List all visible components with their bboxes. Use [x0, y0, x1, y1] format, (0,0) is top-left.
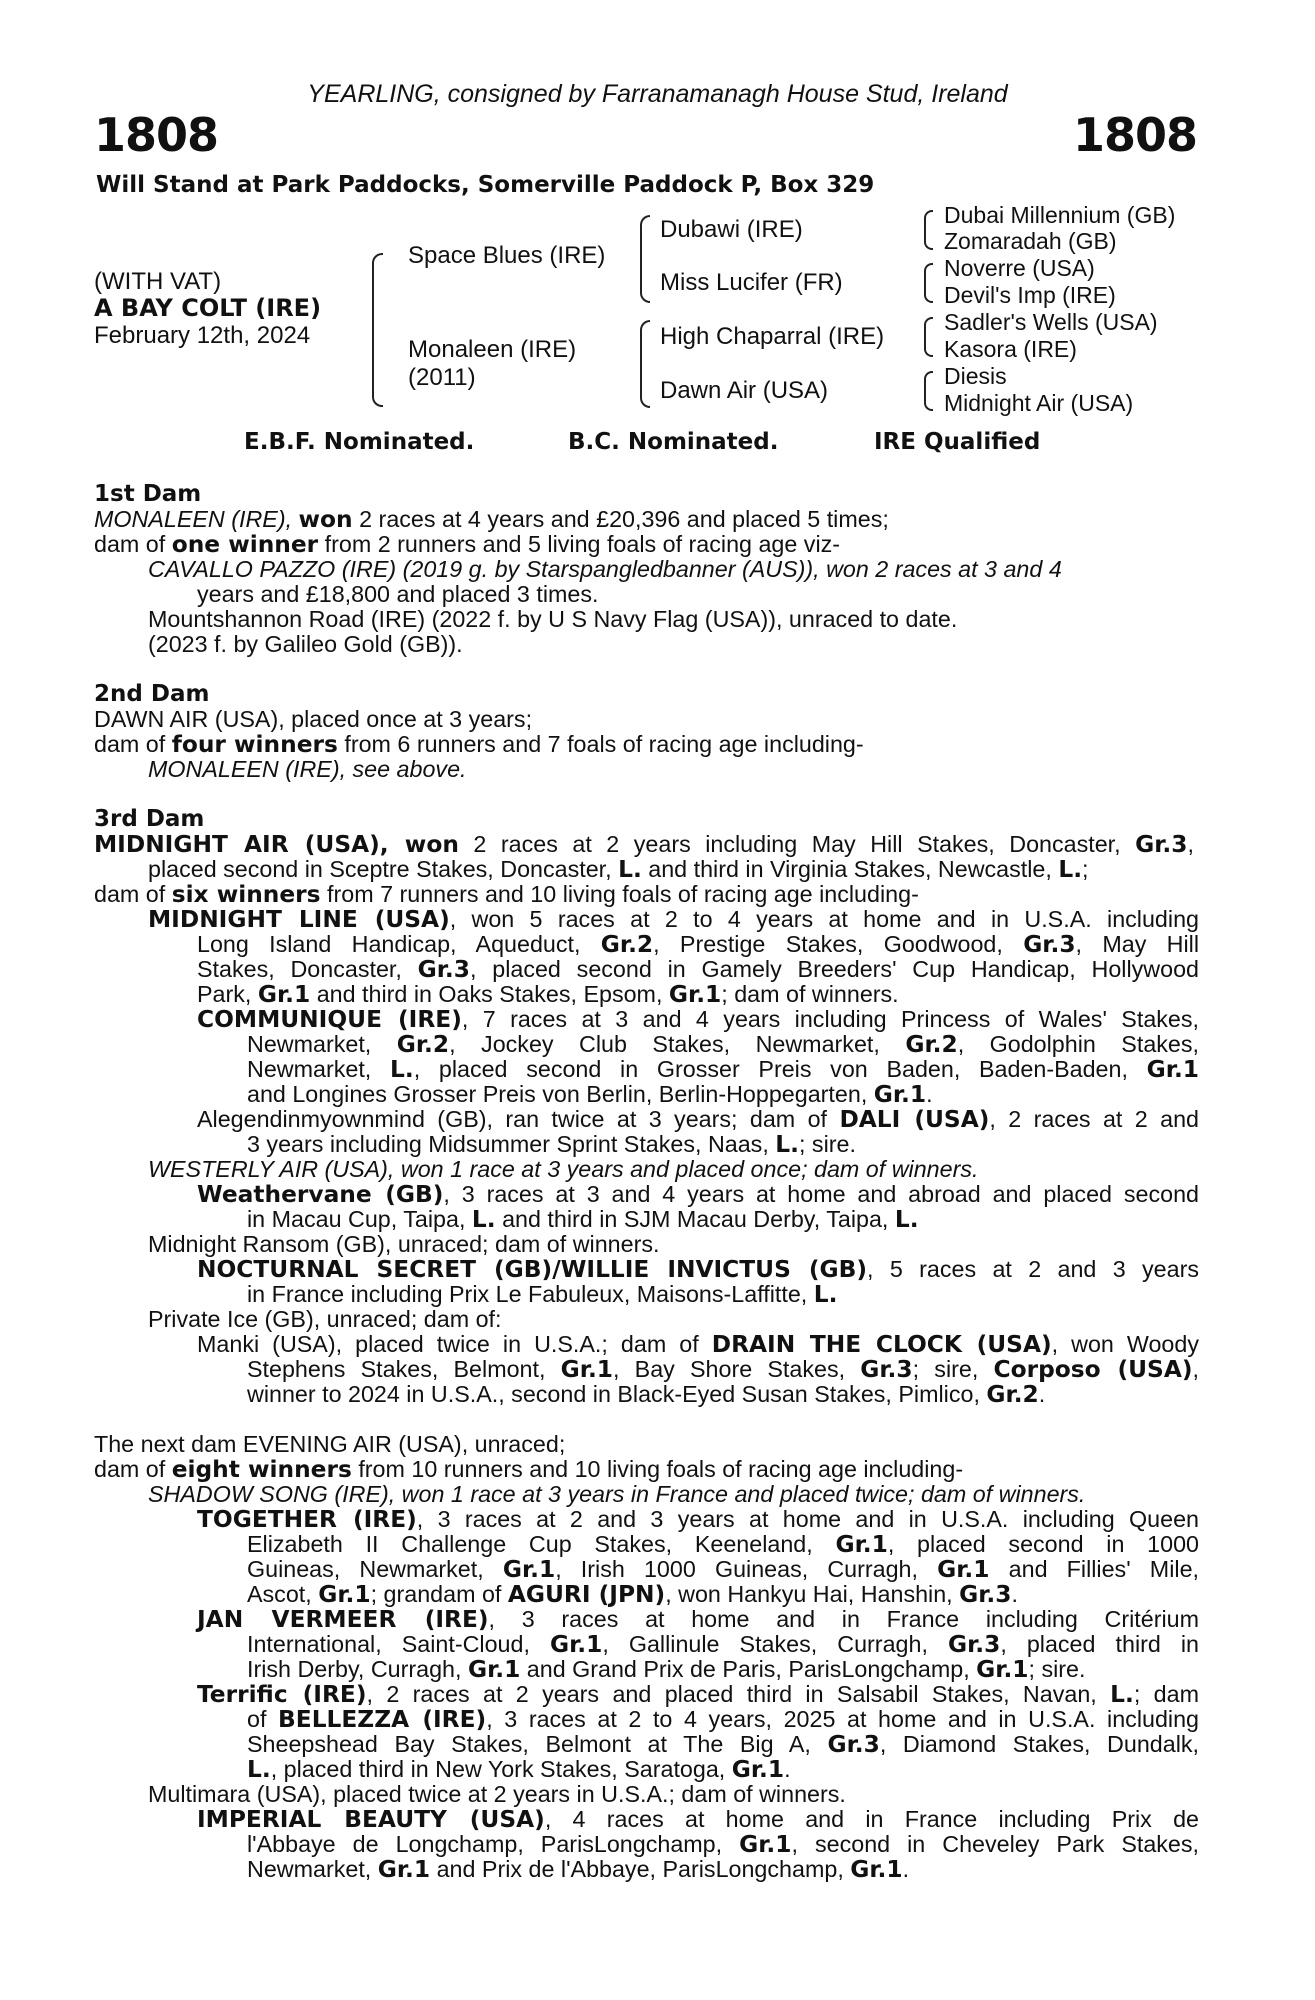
text: , Gallinule Stakes, Curragh, — [602, 1631, 948, 1657]
ggp-6: Kasora (IRE) — [944, 336, 1077, 362]
text: Manki (USA), placed twice in U.S.A.; dam of — [197, 1331, 712, 1357]
bold-text: MIDNIGHT LINE (USA) — [148, 906, 450, 933]
text: , 3 races at 3 and 4 years at home and abroad and placed second — [443, 1181, 1199, 1207]
next-dam-line-2 — [94, 1457, 1194, 1482]
text: 2 races at 4 years and £20,396 and placed 5 times; — [352, 506, 889, 532]
next-dam-line-14 — [247, 1757, 1315, 1782]
third-dam-line-2 — [148, 857, 1248, 882]
third-dam-line-14 — [148, 1157, 1248, 1182]
ggp-4: Devil's Imp (IRE) — [944, 282, 1116, 308]
text: Ascot, — [247, 1581, 319, 1607]
text: Elizabeth II Challenge Cup Stakes, Keeneland, — [247, 1531, 836, 1557]
text: , placed third in New York Stakes, Saratoga, — [270, 1756, 732, 1782]
text: Park, — [197, 981, 258, 1007]
grade-text: Gr.3 — [860, 1356, 913, 1383]
text: ; grandam of — [370, 1581, 508, 1607]
text: SHADOW SONG (IRE), won 1 race at 3 years in France and placed twice; dam of winners. — [148, 1481, 1086, 1507]
grade-text: L. — [389, 1056, 414, 1083]
grade-text: Gr.1 — [1146, 1056, 1200, 1083]
bold-text: TOGETHER (IRE) — [197, 1506, 417, 1533]
grade-text: Gr.3 — [959, 1581, 1012, 1608]
text: Stephens Stakes, Belmont, — [247, 1356, 561, 1382]
grade-text: L. — [813, 1281, 838, 1308]
bold-text: DALI (USA) — [839, 1106, 990, 1133]
next-dam-line-13 — [247, 1732, 1199, 1757]
text: of — [247, 1706, 279, 1732]
text: , May Hill — [1075, 931, 1200, 957]
stand-location: Will Stand at Park Paddocks, Somerville Paddock P, Box 329 — [96, 172, 875, 198]
horse-name: A BAY COLT (IRE) — [94, 294, 322, 322]
first-dam-line-6 — [148, 632, 1248, 657]
text: Newmarket, — [247, 1856, 378, 1882]
text: in Macau Cup, Taipa, — [247, 1206, 472, 1232]
text: from 10 runners and 10 living foals of racing age including- — [351, 1456, 964, 1482]
text: DAWN AIR (USA), placed once at 3 years; — [94, 706, 533, 732]
third-dam-heading: 3rd Dam — [94, 806, 205, 832]
text: Alegendinmyownmind (GB), ran twice at 3 years; dam of — [197, 1106, 840, 1132]
third-dam-line-13 — [247, 1132, 1315, 1157]
text: , Godolphin Stakes, — [957, 1031, 1200, 1057]
third-dam-line-4 — [148, 907, 1199, 932]
grade-text: Gr.2 — [600, 931, 654, 958]
text: Long Island Handicap, Aqueduct, — [197, 931, 601, 957]
grade-text: Gr.1 — [257, 981, 311, 1008]
bold-text: Weathervane (GB) — [197, 1181, 444, 1208]
next-dam-line-6 — [247, 1557, 1199, 1582]
text: , Jockey Club Stakes, Newmarket, — [449, 1031, 906, 1057]
grade-text: Gr.1 — [937, 1556, 990, 1583]
third-dam-line-19 — [247, 1282, 1315, 1307]
bold-text: AGURI (JPN) — [507, 1581, 666, 1608]
next-dam-line-15 — [148, 1782, 1248, 1807]
third-dam-line-23 — [247, 1382, 1315, 1407]
bold-text: BELLEZZA (IRE) — [278, 1706, 487, 1733]
bold-text: eight winners — [171, 1456, 352, 1483]
third-dam-line-15 — [197, 1182, 1199, 1207]
text: and Prix de l'Abbaye, ParisLongchamp, — [430, 1856, 851, 1882]
text: . — [1038, 1381, 1046, 1407]
first-dam-line-4 — [197, 582, 1297, 607]
grade-text: Gr.1 — [377, 1856, 431, 1883]
text: , placed second in Grosser Preis von Baden, Baden-Baden, — [413, 1056, 1147, 1082]
text: l'Abbaye de Longchamp, ParisLongchamp, — [247, 1831, 740, 1857]
text: winner to 2024 in U.S.A., second in Black-Eyed Susan Stakes, Pimlico, — [247, 1381, 987, 1407]
nomination-ebf: E.B.F. Nominated. — [244, 429, 475, 455]
text: The next dam EVENING AIR (USA), unraced; — [94, 1431, 566, 1457]
grade-text: L. — [471, 1206, 496, 1233]
ggp-7: Diesis — [944, 363, 1007, 389]
grade-text: Gr.1 — [739, 1831, 792, 1858]
text: Newmarket, — [247, 1031, 397, 1057]
text: , 7 races at 3 and 4 years including Princess of Wales' Stakes, — [461, 1006, 1199, 1032]
text: ; dam — [1133, 1681, 1199, 1707]
text: Midnight Ransom (GB), unraced; dam of winners. — [148, 1231, 660, 1257]
bold-text: six winners — [171, 881, 321, 908]
grade-text: Gr.1 — [976, 1656, 1029, 1683]
next-dam-line-1 — [94, 1432, 1194, 1457]
text: , won Woody — [1051, 1331, 1199, 1357]
grade-text: Gr.3 — [417, 956, 470, 983]
text: from 7 runners and 10 living foals of racing age including- — [320, 881, 919, 907]
grade-text: Gr.1 — [668, 981, 722, 1008]
grade-text: L. — [618, 856, 642, 883]
next-dam-line-17 — [247, 1832, 1199, 1857]
text: , Irish 1000 Guineas, Curragh, — [555, 1556, 938, 1582]
bold-text: COMMUNIQUE (IRE) — [197, 1006, 462, 1033]
grade-text: Gr.2 — [986, 1381, 1039, 1408]
text: , won 5 races at 2 to 4 years at home and in U.S.A. including — [449, 906, 1199, 932]
third-dam-line-11 — [247, 1082, 1315, 1107]
sire-name: Space Blues (IRE) — [408, 242, 606, 269]
first-dam-line-1 — [94, 507, 1194, 532]
text: , Diamond Stakes, Dundalk, — [879, 1731, 1199, 1757]
next-dam-line-10 — [247, 1657, 1315, 1682]
text: , 3 races at home and in France including Critérium — [488, 1606, 1199, 1632]
next-dam-line-4 — [197, 1507, 1199, 1532]
grade-text: Gr.2 — [905, 1031, 958, 1058]
bold-text: won — [298, 506, 353, 533]
text: dam of — [94, 1456, 172, 1482]
third-dam-line-7 — [197, 982, 1297, 1007]
brace-ggp-1 — [924, 210, 933, 250]
text: Irish Derby, Curragh, — [247, 1656, 468, 1682]
grade-text: Gr.1 — [502, 1556, 556, 1583]
first-dam-heading: 1st Dam — [94, 481, 202, 507]
brace-ggp-2 — [924, 263, 933, 303]
text: years and £18,800 and placed 3 times. — [197, 581, 599, 607]
ggp-8: Midnight Air (USA) — [944, 390, 1134, 416]
grade-text: Gr.3 — [947, 1631, 1001, 1658]
third-dam-line-5 — [197, 932, 1199, 957]
text: Newmarket, — [247, 1056, 390, 1082]
dam-dam: Dawn Air (USA) — [660, 377, 829, 404]
text: , — [1187, 831, 1194, 857]
grade-text: Gr.2 — [396, 1031, 450, 1058]
grade-text: Gr.3 — [827, 1731, 880, 1758]
text: placed second in Sceptre Stakes, Doncaster, — [148, 856, 619, 882]
text: Stakes, Doncaster, — [197, 956, 418, 982]
grade-text: Gr.1 — [467, 1656, 521, 1683]
text: dam of — [94, 531, 172, 557]
text: 2 races at 2 years including May Hill Stakes, Doncaster, — [458, 831, 1136, 857]
first-dam-line-3 — [148, 557, 1203, 582]
text: in France including Prix Le Fabuleux, Maisons-Laffitte, — [247, 1281, 814, 1307]
text: and Longines Grosser Preis von Berlin, Berlin-Hoppegarten, — [247, 1081, 874, 1107]
grade-text: Gr.1 — [850, 1856, 903, 1883]
next-dam-line-3 — [148, 1482, 1248, 1507]
third-dam-line-8 — [197, 1007, 1199, 1032]
text: Mountshannon Road (IRE) (2022 f. by U S Navy Flag (USA)), unraced to date. — [148, 606, 958, 632]
text: , second in Cheveley Park Stakes, — [791, 1831, 1200, 1857]
third-dam-line-17 — [148, 1232, 1248, 1257]
first-dam-line-2 — [94, 532, 1194, 557]
text: ; sire. — [798, 1131, 856, 1157]
third-dam-line-3 — [94, 882, 1194, 907]
text: , — [1192, 1356, 1199, 1382]
third-dam-line-18 — [197, 1257, 1199, 1282]
text: , 3 races at 2 to 4 years, 2025 at home and in U.S.A. including — [486, 1706, 1199, 1732]
dam-sire: High Chaparral (IRE) — [660, 323, 885, 350]
grade-text: Gr.1 — [873, 1081, 927, 1108]
text: and third in Oaks Stakes, Epsom, — [310, 981, 669, 1007]
text: . — [1011, 1581, 1018, 1607]
first-dam-line-5 — [148, 607, 1248, 632]
text: International, Saint-Cloud, — [247, 1631, 550, 1657]
next-dam-line-11 — [197, 1682, 1199, 1707]
grade-text: L. — [894, 1206, 919, 1233]
text: , 3 races at 2 and 3 years at home and in U.S.A. including Queen — [416, 1506, 1199, 1532]
brace-sire — [640, 215, 650, 303]
bold-text: four winners — [171, 731, 338, 758]
ggp-5: Sadler's Wells (USA) — [944, 309, 1158, 335]
second-dam-line-3 — [148, 757, 1248, 782]
bold-text: Terrific (IRE) — [197, 1681, 367, 1708]
second-dam-line-2 — [94, 732, 1194, 757]
consignor-line: YEARLING, consigned by Farranamanagh House Stud, Ireland — [307, 80, 1008, 108]
second-dam-line-1 — [94, 707, 1194, 732]
text: , 4 races at home and in France including Prix de — [544, 1806, 1199, 1832]
grade-text: Gr.1 — [549, 1631, 603, 1658]
text: , 2 races at 2 years and placed third in Salsabil Stakes, Navan, — [366, 1681, 1111, 1707]
next-dam-line-12 — [247, 1707, 1199, 1732]
third-dam-line-10 — [247, 1057, 1199, 1082]
brace-dam — [640, 320, 650, 408]
grade-text: L. — [1058, 856, 1083, 883]
foaling-date: February 12th, 2024 — [94, 322, 311, 349]
text: and third in Virginia Stakes, Newcastle, — [641, 856, 1059, 882]
third-dam-line-21 — [197, 1332, 1199, 1357]
text: WESTERLY AIR (USA), won 1 race at 3 years and placed once; dam of winners. — [148, 1156, 979, 1182]
lot-number-right: 1808 — [1072, 108, 1197, 162]
text: , placed third in — [1000, 1631, 1199, 1657]
grade-text: Gr.3 — [1023, 931, 1076, 958]
grade-text: Gr.1 — [731, 1756, 785, 1783]
brace-ggp-3 — [924, 317, 933, 357]
grade-text: Gr.1 — [835, 1531, 888, 1558]
text: , Bay Shore Stakes, — [613, 1356, 861, 1382]
text: from 6 runners and 7 foals of racing age including- — [337, 731, 864, 757]
next-dam-line-8 — [197, 1607, 1199, 1632]
third-dam-line-20 — [148, 1307, 1248, 1332]
text: and third in SJM Macau Derby, Taipa, — [495, 1206, 895, 1232]
next-dam-line-18 — [247, 1857, 1315, 1882]
third-dam-line-9 — [247, 1032, 1199, 1057]
third-dam-line-22 — [247, 1357, 1199, 1382]
bold-text: NOCTURNAL SECRET (GB)/WILLIE INVICTUS (GB) — [197, 1256, 868, 1283]
text: , placed second in Gamely Breeders' Cup Handicap, Hollywood — [469, 956, 1199, 982]
text: ; sire. — [1028, 1656, 1086, 1682]
text: from 2 runners and 5 living foals of racing age viz- — [318, 531, 841, 557]
text: and Grand Prix de Paris, ParisLongchamp, — [520, 1656, 977, 1682]
bold-text: DRAIN THE CLOCK (USA) — [711, 1331, 1052, 1358]
ggp-1: Dubai Millennium (GB) — [944, 202, 1176, 228]
text: Private Ice (GB), unraced; dam of: — [148, 1306, 502, 1332]
ggp-3: Noverre (USA) — [944, 255, 1095, 281]
brace-gen1 — [372, 253, 383, 407]
third-dam-line-6 — [197, 957, 1199, 982]
dam-name-text: MONALEEN (IRE), — [94, 506, 299, 532]
text: and Fillies' Mile, — [989, 1556, 1199, 1582]
bold-text: MIDNIGHT AIR (USA), won — [94, 831, 459, 858]
text: Guineas, Newmarket, — [247, 1556, 503, 1582]
grade-text: L. — [775, 1131, 799, 1158]
text: . — [902, 1856, 910, 1882]
text: , won Hankyu Hai, Hanshin, — [665, 1581, 960, 1607]
second-dam-heading: 2nd Dam — [94, 681, 210, 707]
grade-text: Gr.1 — [318, 1581, 371, 1608]
text: dam of — [94, 881, 172, 907]
sire-dam: Miss Lucifer (FR) — [660, 269, 843, 296]
text: Multimara (USA), placed twice at 2 years in U.S.A.; dam of winners. — [148, 1781, 846, 1807]
next-dam-line-16 — [197, 1807, 1199, 1832]
text: ; — [1082, 856, 1089, 882]
next-dam-line-5 — [247, 1532, 1199, 1557]
text: , 5 races at 2 and 3 years — [867, 1256, 1200, 1282]
text: CAVALLO PAZZO (IRE) (2019 g. by Starspangledbanner (AUS)), won 2 races at 3 and 4 — [148, 556, 1062, 582]
third-dam-line-1 — [94, 832, 1194, 857]
next-dam-line-9 — [247, 1632, 1199, 1657]
grade-text: L. — [1110, 1681, 1134, 1708]
text: MONALEEN (IRE), see above. — [148, 756, 467, 782]
bold-text: Corposo (USA) — [993, 1356, 1193, 1383]
text: (2023 f. by Galileo Gold (GB)). — [148, 631, 463, 657]
text: , Prestige Stakes, Goodwood, — [653, 931, 1024, 957]
bold-text: IMPERIAL BEAUTY (USA) — [197, 1806, 545, 1833]
brace-ggp-4 — [924, 371, 933, 411]
text: dam of — [94, 731, 172, 757]
text: . — [784, 1756, 791, 1782]
text: . — [926, 1081, 933, 1107]
grade-text: Gr.3 — [1135, 831, 1188, 858]
bold-text: JAN VERMEER (IRE) — [197, 1606, 489, 1633]
text: Sheepshead Bay Stakes, Belmont at The Big A, — [247, 1731, 828, 1757]
text: , 2 races at 2 and — [989, 1106, 1199, 1132]
grade-text: L. — [247, 1756, 271, 1783]
text: 3 years including Midsummer Sprint Stakes, Naas, — [247, 1131, 776, 1157]
nomination-ire: IRE Qualified — [874, 429, 1041, 455]
dam-name: Monaleen (IRE) — [408, 336, 577, 363]
nomination-bc: B.C. Nominated. — [568, 429, 779, 455]
next-dam-line-7 — [247, 1582, 1315, 1607]
dam-year: (2011) — [408, 364, 476, 391]
ggp-2: Zomaradah (GB) — [944, 228, 1117, 254]
sire-sire: Dubawi (IRE) — [660, 216, 803, 243]
text: , placed second in 1000 — [887, 1531, 1199, 1557]
vat-note: (WITH VAT) — [94, 268, 222, 295]
lot-number-left: 1808 — [94, 108, 219, 162]
grade-text: Gr.1 — [560, 1356, 614, 1383]
third-dam-line-16 — [247, 1207, 1315, 1232]
text: ; dam of winners. — [721, 981, 899, 1007]
bold-text: one winner — [171, 531, 319, 558]
third-dam-line-12 — [197, 1107, 1199, 1132]
text: ; sire, — [912, 1356, 994, 1382]
